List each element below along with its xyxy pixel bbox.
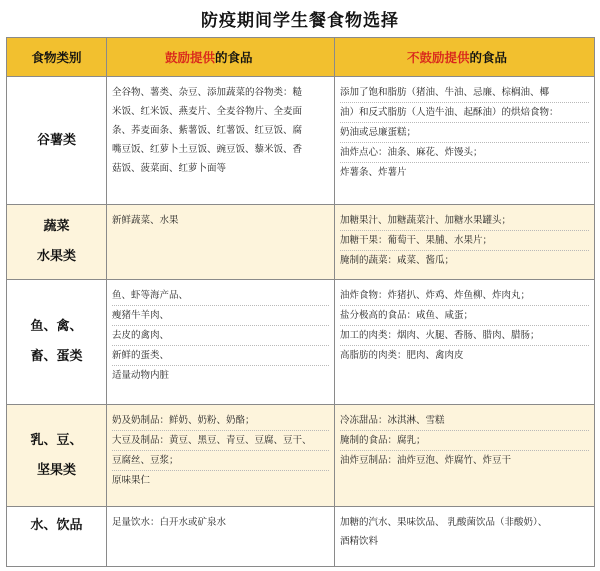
- encouraged-cell: [107, 77, 335, 205]
- discouraged-line: 加工的肉类：烟肉、火腿、香肠、腊肉、腊肠；: [340, 326, 589, 346]
- encouraged-line: 米饭、红米饭、燕麦片、全麦谷物片、全麦面: [112, 106, 303, 117]
- category-label: 水、饮品: [30, 518, 83, 533]
- encouraged-line: 菇饭、菠菜面、红萝卜面等: [112, 163, 227, 174]
- encouraged-line: 奶及奶制品：鲜奶、奶粉、奶酪；: [112, 411, 329, 431]
- encouraged-line: 条、荞麦面条、紫薯饭、红薯饭、红豆饭、腐: [112, 125, 303, 136]
- discouraged-line: 盐分极高的食品：咸鱼、咸蛋；: [340, 306, 589, 326]
- discouraged-line: 高脂肪的肉类：肥肉、禽肉皮: [340, 350, 464, 361]
- encouraged-line: 适量动物内脏: [112, 370, 170, 381]
- encouraged-line: 鱼、虾等海产品、: [112, 286, 329, 306]
- encouraged-cell: [107, 507, 335, 567]
- discouraged-line: 加糖的汽水、果味饮品、 乳酸菌饮品（非酸奶）、: [340, 517, 548, 528]
- category-cell: [7, 507, 107, 567]
- encouraged-line: 全谷物、薯类、杂豆、添加蔬菜的谷物类：糙: [112, 87, 303, 98]
- encouraged-line: 瘦猪牛羊肉、: [112, 306, 329, 326]
- category-label: 鱼、禽、: [30, 319, 83, 334]
- table-row: [7, 205, 595, 280]
- category-cell: [7, 77, 107, 205]
- discouraged-line: 腌制的蔬菜：咸菜、酱瓜；: [340, 255, 455, 266]
- table-row: [7, 280, 595, 405]
- table-row: [7, 405, 595, 507]
- category-label: 畜、蛋类: [30, 349, 83, 364]
- discouraged-line: 加糖果汁、加糖蔬菜汁、加糖水果罐头；: [340, 211, 589, 231]
- header-encouraged: [107, 38, 335, 77]
- discouraged-cell: [335, 77, 595, 205]
- table-row: [7, 507, 595, 567]
- encouraged-line: 大豆及制品：黄豆、黑豆、青豆、豆腐、豆干、: [112, 431, 329, 451]
- table-row: [7, 77, 595, 205]
- encouraged-line: 嘴豆饭、红萝卜土豆饭、豌豆饭、藜米饭、香: [112, 144, 303, 155]
- discouraged-line: 油炸点心：油条、麻花、炸馒头；: [340, 143, 589, 163]
- discouraged-line: 冷冻甜品：冰淇淋、雪糕: [340, 411, 589, 431]
- discouraged-line: 油炸豆制品：油炸豆泡、炸腐竹、炸豆干: [340, 455, 512, 466]
- encouraged-line: 去皮的禽肉、: [112, 326, 329, 346]
- discouraged-line: 加糖干果：葡萄干、果脯、水果片；: [340, 231, 589, 251]
- category-label: 蔬菜: [43, 219, 70, 234]
- discouraged-line: 油炸食物：炸猪扒、炸鸡、炸鱼柳、炸肉丸；: [340, 286, 589, 306]
- page-title: 防疫期间学生餐食物选择: [201, 11, 399, 31]
- header-encouraged-suffix: 的食品: [215, 50, 253, 65]
- discouraged-line: 腌制的食品：腐乳；: [340, 431, 589, 451]
- header-discouraged-emphasis: 不鼓励提供: [407, 50, 470, 65]
- encouraged-line: 新鲜的蛋类、: [112, 346, 329, 366]
- food-selection-table: [6, 37, 595, 567]
- header-discouraged-suffix: 的食品: [469, 50, 508, 65]
- encouraged-line: 新鲜蔬菜、水果: [112, 215, 179, 226]
- discouraged-line: 酒精饮料: [340, 536, 379, 547]
- discouraged-cell: [335, 507, 595, 567]
- discouraged-line: 添加了饱和脂肪（猪油、牛油、忌廉、棕榈油、椰: [340, 83, 589, 103]
- encouraged-line: 原味果仁: [112, 475, 151, 486]
- encouraged-line: 豆腐丝、豆浆；: [112, 451, 329, 471]
- encouraged-cell: [107, 405, 335, 507]
- encouraged-cell: [107, 205, 335, 280]
- discouraged-line: 炸薯条、炸薯片: [340, 167, 407, 178]
- category-label: 坚果类: [36, 462, 76, 478]
- category-label: 乳、豆、: [30, 432, 83, 448]
- header-category: 食物类别: [7, 38, 107, 77]
- category-cell: [7, 405, 107, 507]
- category-label: 谷薯类: [36, 132, 76, 148]
- encouraged-line: 足量饮水：白开水或矿泉水: [112, 517, 227, 528]
- category-cell: [7, 280, 107, 405]
- category-cell: [7, 205, 107, 280]
- discouraged-line: 油）和反式脂肪（人造牛油、起酥油）的烘焙食物：: [340, 103, 589, 123]
- discouraged-cell: [335, 280, 595, 405]
- table-header-row: [7, 38, 595, 77]
- encouraged-cell: [107, 280, 335, 405]
- header-encouraged-emphasis: 鼓励提供: [165, 50, 216, 65]
- discouraged-line: 奶油或忌廉蛋糕；: [340, 123, 589, 143]
- discouraged-cell: [335, 405, 595, 507]
- category-label: 水果类: [36, 249, 76, 264]
- header-discouraged: [335, 38, 595, 77]
- discouraged-cell: [335, 205, 595, 280]
